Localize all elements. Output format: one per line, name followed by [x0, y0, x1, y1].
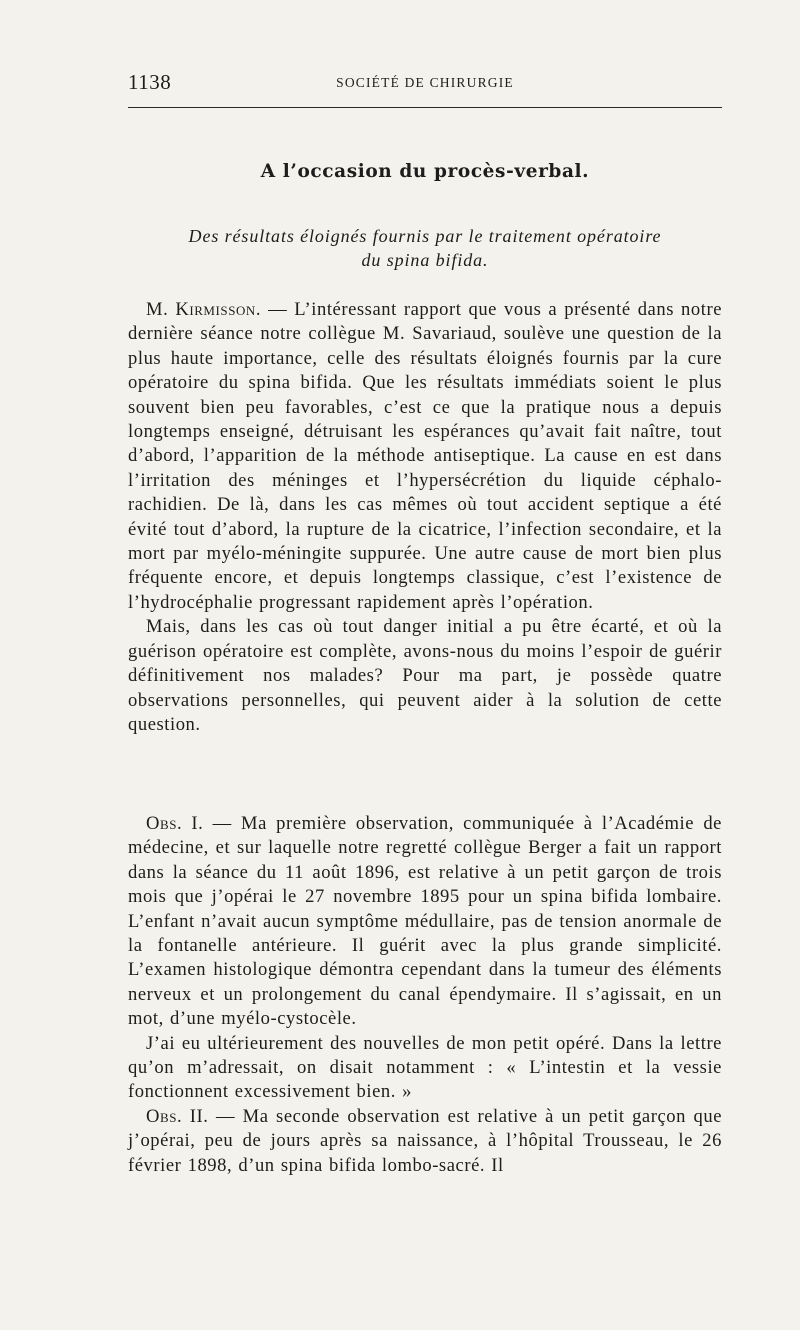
paragraph-obs-1: [128, 812, 722, 1032]
running-head: SOCIÉTÉ DE CHIRURGIE: [336, 75, 514, 90]
observation-label: Obs. II.: [146, 1105, 209, 1127]
speaker-name: M. Kirmisson.: [146, 299, 262, 320]
header-rule: [128, 107, 722, 108]
paragraph-text: — L’intéressant rapport que vous a présenté dans notre dernière séance notre collègue M. Savariaud, soulève une question de la plus haute importance, celle des résultats éloignés fournis par la cure opératoire du spina bifida. Que les résultats immédiats soient le plus souvent bien peu favorables, c’est ce que la pratique nous a depuis longtemps enseigné, détruisant les espérances qu’avait fait naître, tout d’abord, l’apparition de la méthode antiseptique. La cause en est dans l’irritation des méninges et l’hypersécrétion du liquide céphalo-rachidien. De là, dans les cas mêmes où tout accident septique a été évité tout d’abord, la rupture de la cicatrice, l’infection secondaire, et la mort par myélo-méningite suppurée. Une autre cause de mort bien plus fréquente encore, et depuis longtemps classique, c’est l’existence de l’hydrocéphalie progressant rapidement après l’opération.: [128, 299, 722, 613]
page-header: [128, 70, 722, 98]
paragraph-text: — Ma seconde observation est relative à un petit garçon que j’opérai, peu de jours après sa naissance, à l’hôpital Trousseau, le 26 février 1898, d’un spina bifida lombo-sacré. Il: [128, 1105, 723, 1176]
paragraph-kirmisson: [128, 298, 722, 615]
body-text-part-2: [128, 812, 722, 1178]
section-title: A l’occasion du procès-verbal.: [260, 161, 590, 182]
paragraph-question: Mais, dans les cas où tout danger initial a pu être écarté, et où la guérison opératoire est complète, avons-nous du moins l’espoir de guérir définitivement nos malades? Pour ma part, je possède quatre observations personnelles, qui peuvent aider à la solution de cette question.: [128, 616, 722, 735]
observation-label: Obs. I.: [146, 813, 204, 834]
subtitle-line-1: Des résultats éloignés fournis par le traitement opératoire: [188, 226, 662, 246]
body-text-part-1: [128, 298, 722, 737]
section-subtitle: [140, 224, 710, 272]
paragraph-obs-2: [128, 1105, 722, 1178]
page-number: 1138: [128, 70, 172, 94]
subtitle-line-2: du spina bifida.: [361, 250, 489, 270]
paragraph-text: — Ma première observation, communiquée à l’Académie de médecine, et sur laquelle notre regretté collègue Berger a fait un rapport dans la séance du 11 août 1896, est relative à un petit garçon de trois mois que j’opérai le 27 novembre 1895 pour un spina bifida lombaire. L’enfant n’avait aucun symptôme médullaire, pas de tension anormale de la fontanelle antérieure. Il guérit avec la plus grande simplicité. L’examen histologique démontra cependant dans la tumeur des éléments nerveux et un prolongement du canal épendymaire. Il s’agissait, en un mot, d’une myélo-cystocèle.: [128, 813, 722, 1030]
paragraph-follow-up: J’ai eu ultérieurement des nouvelles de mon petit opéré. Dans la lettre qu’on m’adressait, on disait notamment : « L’intestin et la vessie fonctionnent excessivement bien. »: [128, 1032, 722, 1103]
